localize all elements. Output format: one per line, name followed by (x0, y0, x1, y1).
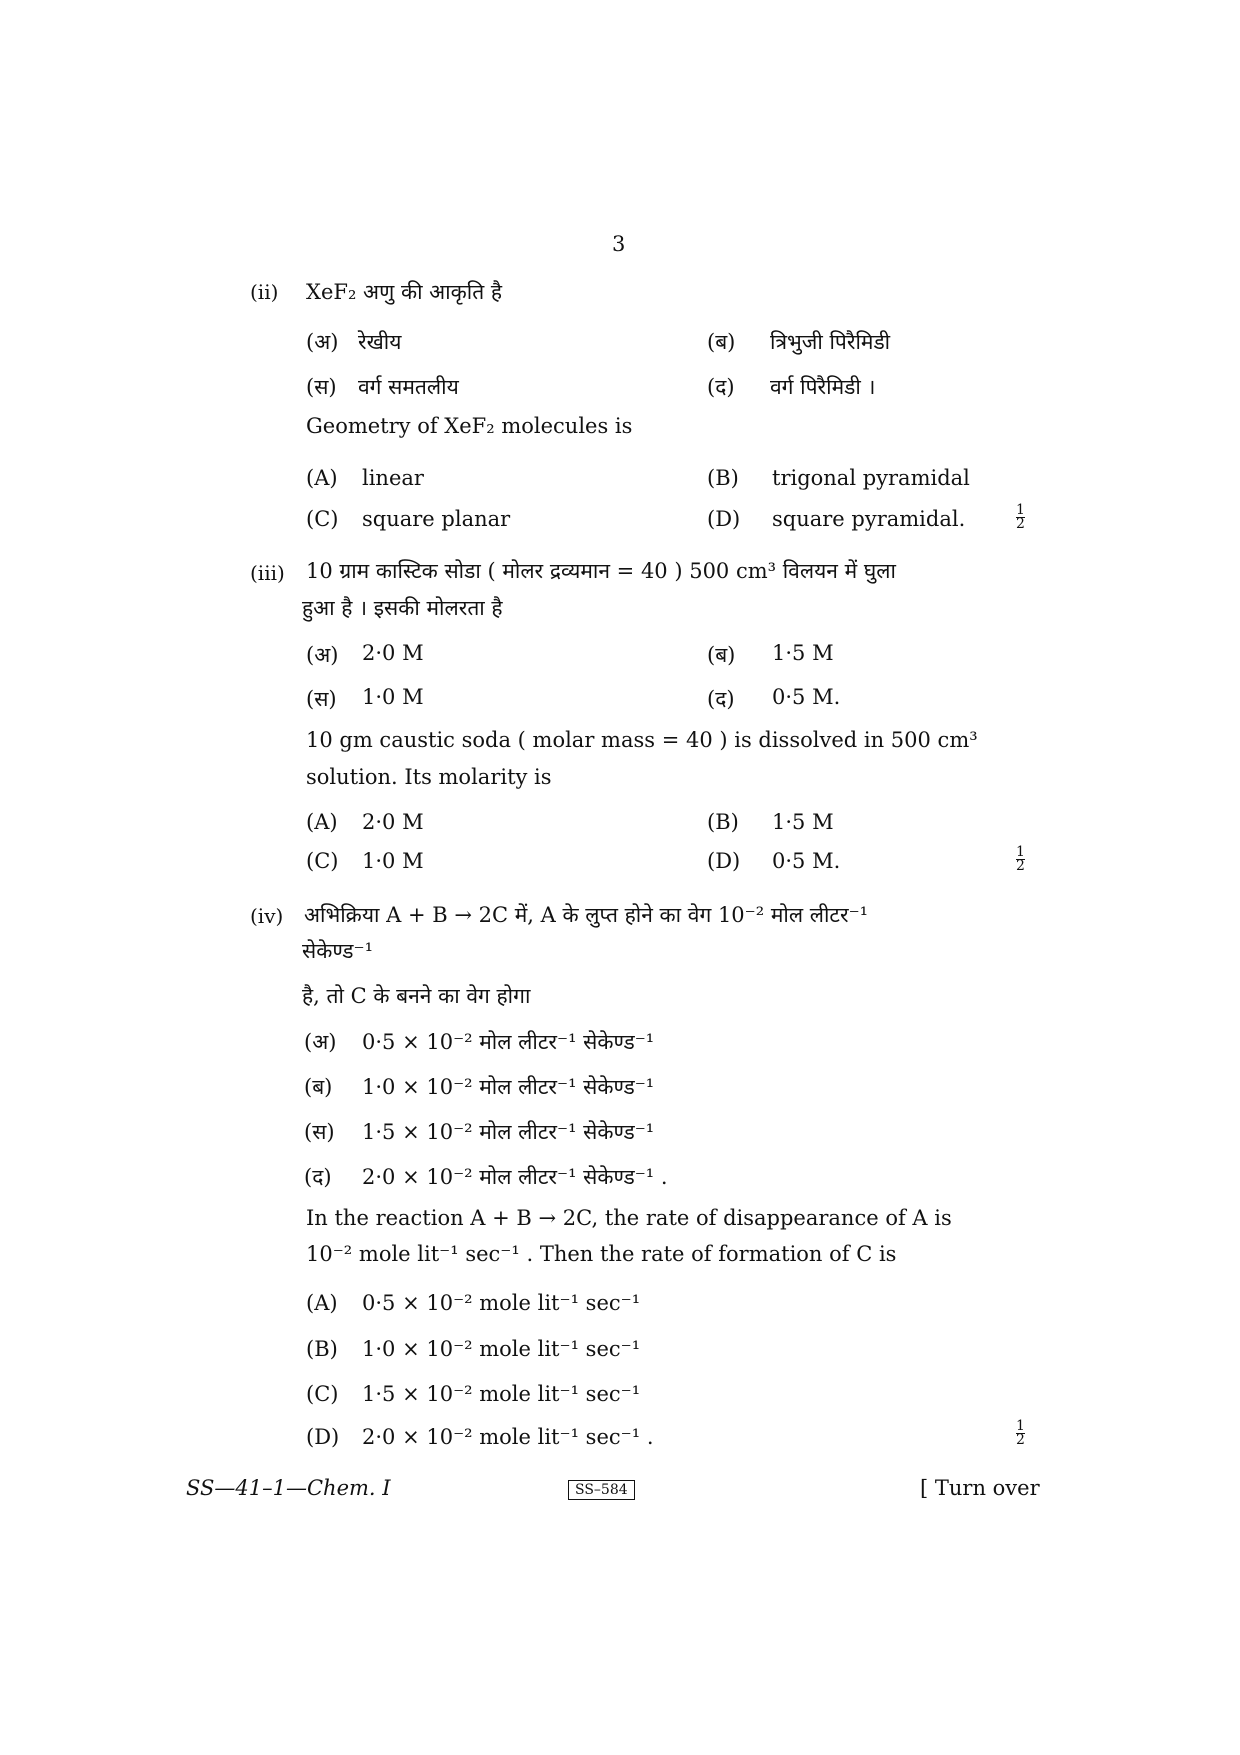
q4-eng-opt-c: 1·5 × 10⁻² mole lit⁻¹ sec⁻¹ (362, 1382, 641, 1406)
q2-hindi-opt-a-label: (अ) (306, 330, 339, 354)
q3-eng-opt-a-label: (A) (306, 810, 338, 834)
q3-hindi-opt-d: 0·5 M. (772, 685, 841, 709)
q3-hindi-opt-c-label: (स) (306, 687, 337, 711)
q3-marks-numerator: 1 (1016, 844, 1025, 860)
q2-hindi-opt-a: रेखीय (358, 330, 402, 354)
footer-series-code: SS–584 (568, 1480, 635, 1500)
q2-hindi-opt-c-label: (स) (306, 375, 337, 399)
q3-hindi-opt-b: 1·5 M (772, 641, 834, 665)
q4-eng-opt-c-label: (C) (306, 1382, 339, 1406)
q3-eng-opt-b-label: (B) (707, 810, 739, 834)
q2-eng-opt-a-label: (A) (306, 466, 338, 490)
q2-hindi-opt-d: वर्ग पिरैमिडी । (770, 375, 876, 399)
q3-eng-opt-b: 1·5 M (772, 810, 834, 834)
q4-hindi-stem-line3: है, तो C के बनने का वेग होगा (302, 984, 531, 1008)
q3-hindi-opt-b-label: (ब) (707, 643, 736, 667)
footer-turn-over: [ Turn over (920, 1476, 1040, 1500)
q4-eng-opt-b-label: (B) (306, 1337, 338, 1361)
q3-eng-opt-c-label: (C) (306, 849, 339, 873)
question-number-ii: (ii) (250, 280, 279, 304)
q4-eng-opt-a-label: (A) (306, 1291, 338, 1315)
q4-english-stem-line2: 10⁻² mole lit⁻¹ sec⁻¹ . Then the rate of formation of C is (306, 1242, 897, 1266)
q2-hindi-stem: XeF₂ अणु की आकृति है (306, 280, 503, 304)
q4-hindi-opt-b: 1·0 × 10⁻² मोल लीटर⁻¹ सेकेण्ड⁻¹ (362, 1075, 655, 1099)
q3-hindi-opt-a-label: (अ) (306, 643, 339, 667)
q4-hindi-opt-d-label: (द) (304, 1165, 332, 1189)
q2-hindi-opt-b-label: (ब) (707, 330, 736, 354)
q2-eng-opt-d-label: (D) (707, 507, 741, 531)
q4-eng-opt-b: 1·0 × 10⁻² mole lit⁻¹ sec⁻¹ (362, 1337, 641, 1361)
q4-marks-numerator: 1 (1016, 1418, 1025, 1434)
q2-eng-opt-a: linear (362, 466, 424, 490)
q3-hindi-opt-d-label: (द) (707, 687, 735, 711)
q4-hindi-opt-c-label: (स) (304, 1120, 335, 1144)
q4-hindi-opt-c: 1·5 × 10⁻² मोल लीटर⁻¹ सेकेण्ड⁻¹ (362, 1120, 655, 1144)
q2-marks-numerator: 1 (1016, 502, 1025, 518)
q4-hindi-opt-d: 2·0 × 10⁻² मोल लीटर⁻¹ सेकेण्ड⁻¹ . (362, 1165, 668, 1189)
q2-hindi-opt-b: त्रिभुजी पिरैमिडी (770, 330, 891, 354)
q2-marks (1016, 504, 1025, 531)
q2-hindi-opt-d-label: (द) (707, 375, 735, 399)
q2-english-stem: Geometry of XeF₂ molecules is (306, 414, 633, 438)
q4-marks (1016, 1420, 1025, 1447)
question-number-iv: (iv) (250, 904, 284, 928)
q3-marks (1016, 846, 1025, 873)
q4-eng-opt-a: 0·5 × 10⁻² mole lit⁻¹ sec⁻¹ (362, 1291, 641, 1315)
q2-eng-opt-b-label: (B) (707, 466, 739, 490)
q2-eng-opt-b: trigonal pyramidal (772, 466, 970, 490)
q4-hindi-opt-b-label: (ब) (304, 1075, 333, 1099)
q4-marks-denominator: 2 (1016, 1432, 1025, 1448)
q3-eng-opt-a: 2·0 M (362, 810, 424, 834)
q4-hindi-stem-line2: सेकेण्ड⁻¹ (302, 939, 374, 963)
q4-hindi-opt-a-label: (अ) (304, 1030, 337, 1054)
q4-eng-opt-d-label: (D) (306, 1425, 340, 1449)
q3-english-stem-line1: 10 gm caustic soda ( molar mass = 40 ) is dissolved in 500 cm³ (306, 728, 978, 752)
q3-hindi-opt-c: 1·0 M (362, 685, 424, 709)
q4-hindi-opt-a: 0·5 × 10⁻² मोल लीटर⁻¹ सेकेण्ड⁻¹ (362, 1030, 655, 1054)
q3-eng-opt-d-label: (D) (707, 849, 741, 873)
footer-paper-code: SS—41–1—Chem. I (186, 1476, 391, 1500)
q2-eng-opt-c-label: (C) (306, 507, 339, 531)
q2-hindi-opt-c: वर्ग समतलीय (358, 375, 459, 399)
q3-english-stem-line2: solution. Its molarity is (306, 765, 552, 789)
q4-eng-opt-d: 2·0 × 10⁻² mole lit⁻¹ sec⁻¹ . (362, 1425, 654, 1449)
q2-eng-opt-c: square planar (362, 507, 511, 531)
q3-hindi-opt-a: 2·0 M (362, 641, 424, 665)
q3-hindi-stem-line2: हुआ है । इसकी मोलरता है (302, 596, 503, 620)
q3-hindi-stem-line1: 10 ग्राम कास्टिक सोडा ( मोलर द्रव्यमान = 40 ) 500 cm³ विलयन में घुला (306, 559, 896, 583)
page-number: 3 (612, 232, 626, 256)
q2-eng-opt-d: square pyramidal. (772, 507, 966, 531)
q4-hindi-stem-line1: अभिक्रिया A + B → 2C में, A के लुप्त होने का वेग 10⁻² मोल लीटर⁻¹ (304, 903, 869, 927)
question-number-iii: (iii) (250, 561, 285, 585)
q3-marks-denominator: 2 (1016, 858, 1025, 874)
q2-marks-denominator: 2 (1016, 516, 1025, 532)
q3-eng-opt-c: 1·0 M (362, 849, 424, 873)
q3-eng-opt-d: 0·5 M. (772, 849, 841, 873)
q4-english-stem-line1: In the reaction A + B → 2C, the rate of disappearance of A is (306, 1206, 952, 1230)
